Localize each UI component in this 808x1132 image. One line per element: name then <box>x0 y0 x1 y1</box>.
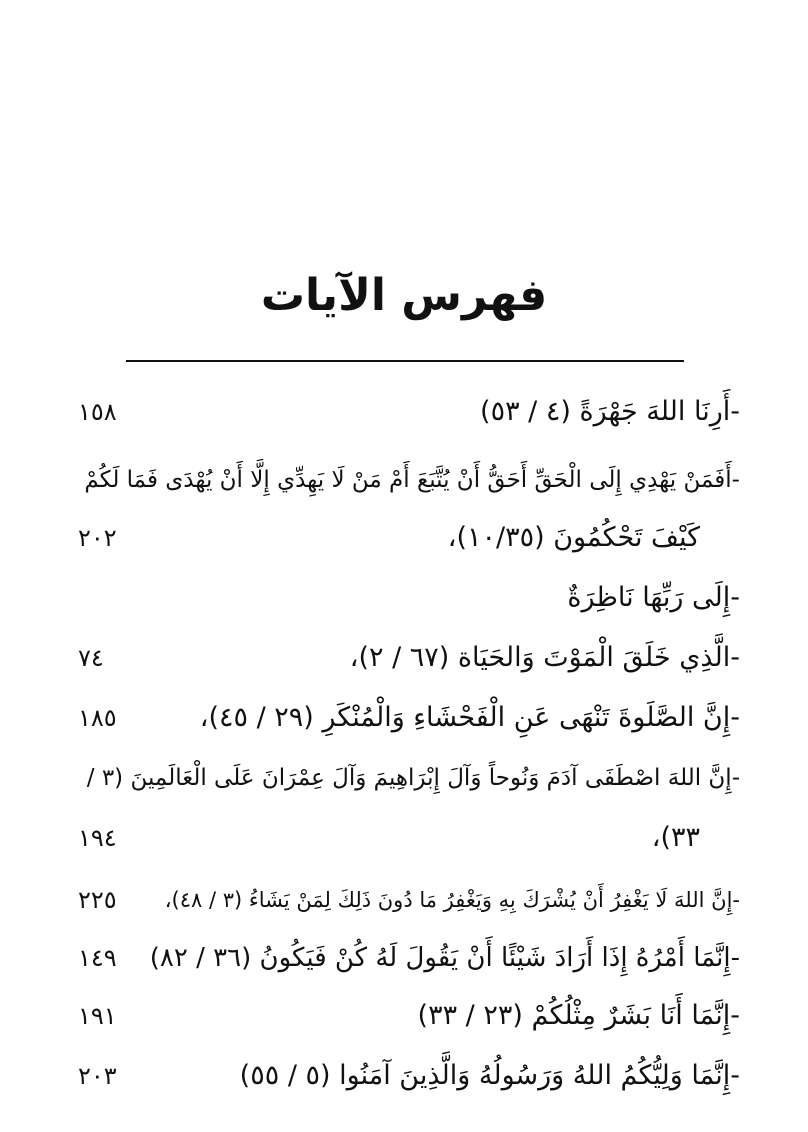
index-entry <box>70 994 740 1038</box>
index-entry <box>70 1054 740 1098</box>
verse-text: -إِنَّ اللهَ لَا يَغْفِرُ أَنْ يُشْرَكَ بِهِ وَيَغْفِرُ مَا دُونَ ذَلِكَ لِمَنْ يَشَاءُ (٣ / ٤٨)، <box>164 888 740 912</box>
index-entry <box>70 458 740 502</box>
page-number: ١٨٥ <box>78 704 117 732</box>
page-number: ١٩٤ <box>78 824 117 852</box>
index-entry <box>70 576 740 620</box>
page-number: ٢٢٥ <box>78 886 117 914</box>
page-number: ٧٤ <box>78 644 104 672</box>
page-title: فهرس الآيات <box>260 270 548 321</box>
title-divider <box>126 360 684 362</box>
verse-text: -إِنَّمَا أَمْرُهُ إِذَا أَرَادَ شَيْئًا أَنْ يَقُولَ لَهُ كُنْ فَيَكُونُ (٣٦ / ٨٢) <box>149 943 740 973</box>
verse-text: كَيْفَ تَحْكُمُونَ (١٠/٣٥)، <box>447 522 700 553</box>
verse-text: -إِنَّ الصَّلَوةَ تَنْهَى عَنِ الْفَحْشَاءِ وَالْمُنْكَرِ (٢٩ / ٤٥)، <box>199 702 740 733</box>
verse-text: -أَفَمَنْ يَهْدِي إِلَى الْحَقِّ أَحَقُّ أَنْ يُتَّبَعَ أَمْ مَنْ لَا يَهِدِّي إِلَّا أَنْ يُهْدَى فَمَا لَكُمْ <box>84 467 740 493</box>
page-number: ١٥٨ <box>78 398 117 426</box>
index-entry <box>70 878 740 922</box>
verse-text: -إِنَّمَا وَلِيُّكُمُ اللهُ وَرَسُولُهُ وَالَّذِينَ آمَنُوا (٥ / ٥٥) <box>239 1060 740 1091</box>
page-number: ٢٠٢ <box>78 524 117 552</box>
verse-text: ٣٣)، <box>651 822 700 853</box>
index-entry <box>70 390 740 434</box>
verse-text: -إِنَّ اللهَ اصْطَفَى آدَمَ وَنُوحاً وَآلَ إِبْرَاهِيمَ وَآلَ عِمْرَانَ عَلَى الْعَالَمِينَ (٣ / <box>86 765 740 791</box>
index-entry <box>70 636 740 680</box>
page-number: ٢٠٣ <box>78 1062 117 1090</box>
index-entry <box>70 756 740 800</box>
index-entry-continuation <box>70 516 740 560</box>
verse-text: -إِلَى رَبِّهَا نَاظِرَةٌ <box>567 582 740 613</box>
index-entry <box>70 696 740 740</box>
verse-text: -الَّذِي خَلَقَ الْمَوْتَ وَالحَيَاة (٦٧ / ٢)، <box>349 642 740 673</box>
page-number: ١٤٩ <box>78 944 117 972</box>
index-entry-continuation <box>70 816 740 860</box>
index-entry <box>70 936 740 980</box>
verse-text: -أَرِنَا اللهَ جَهْرَةً (٤ / ٥٣) <box>480 396 740 427</box>
page-number: ١٩١ <box>78 1002 117 1030</box>
verse-text: -إِنَّمَا أَنَا بَشَرٌ مِثْلُكُمْ (٢٣ / ٣٣) <box>417 1000 740 1031</box>
